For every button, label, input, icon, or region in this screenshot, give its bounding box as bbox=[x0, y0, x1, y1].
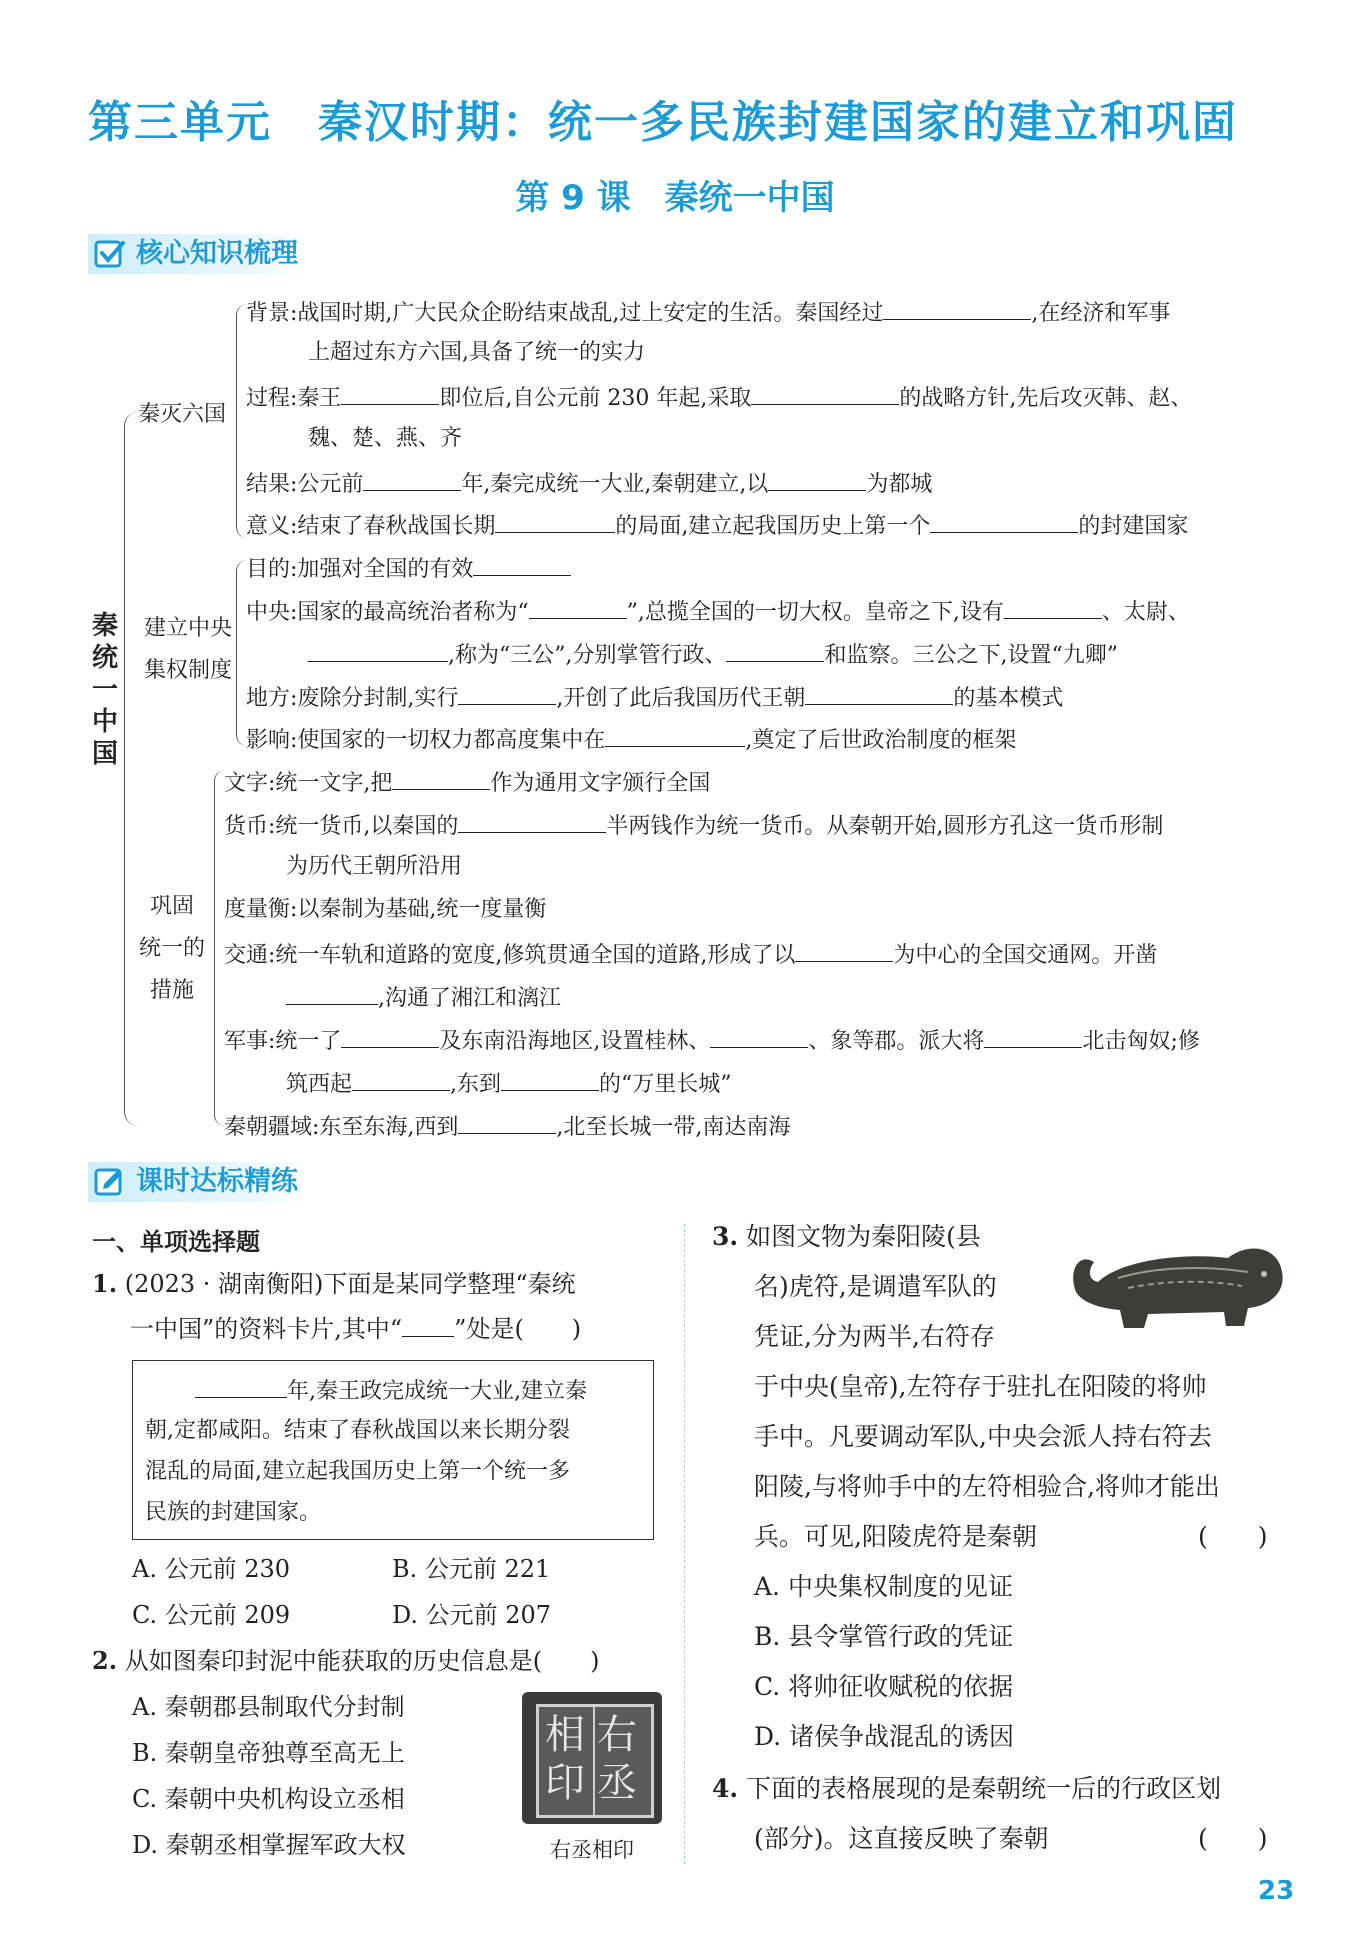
lesson-title: 第 9 课 秦统一中国 bbox=[515, 178, 835, 218]
answer-blank[interactable] bbox=[501, 1068, 599, 1091]
seal-char: 丞 bbox=[597, 1760, 637, 1806]
mindmap-root: 秦统一中国 bbox=[91, 611, 118, 769]
answer-blank[interactable] bbox=[883, 297, 1031, 320]
answer-blank[interactable] bbox=[605, 724, 745, 747]
option-b[interactable]: B. 县令掌管行政的凭证 bbox=[754, 1622, 1014, 1651]
group-label: 秦灭六国 bbox=[137, 402, 226, 427]
question-1-stem: 1. (2023 · 湖南衡阳)下面是某同学整理“秦统 bbox=[92, 1269, 576, 1298]
question-3-line: 阳陵,与将帅手中的左符相验合,将帅才能出 bbox=[754, 1472, 1220, 1501]
mindmap-line: 中央:国家的最高统治者称为“ ”,总揽全国的一切大权。皇帝之下,设有 、太尉、 bbox=[246, 596, 1190, 627]
seal-image bbox=[522, 1692, 662, 1824]
seal-face bbox=[536, 1704, 654, 1818]
option-a[interactable]: A. 秦朝郡县制取代分封制 bbox=[132, 1693, 405, 1721]
option-c[interactable]: C. 秦朝中央机构设立丞相 bbox=[132, 1785, 405, 1813]
question-4-line: 4. 下面的表格展现的是秦朝统一后的行政区划 bbox=[712, 1774, 1222, 1803]
answer-blank[interactable] bbox=[751, 382, 899, 405]
answer-blank[interactable] bbox=[726, 639, 824, 662]
sub-bracket bbox=[236, 304, 247, 538]
option-b[interactable]: B. 秦朝皇帝独尊至高无上 bbox=[132, 1739, 405, 1767]
section-title: 核心知识梳理 bbox=[136, 238, 298, 269]
card-line: 混乱的局面,建立起我国历史上第一个统一多 bbox=[145, 1459, 570, 1484]
seal-char: 相 bbox=[545, 1712, 585, 1758]
answer-blank[interactable] bbox=[473, 553, 571, 576]
main-bracket bbox=[124, 412, 139, 1126]
answer-blank[interactable] bbox=[341, 382, 439, 405]
answer-blank[interactable] bbox=[392, 767, 490, 790]
tiger-tally-image bbox=[1058, 1222, 1290, 1338]
checkbox-icon bbox=[94, 238, 126, 270]
answer-blank[interactable] bbox=[308, 639, 448, 662]
answer-blank[interactable] bbox=[495, 510, 615, 533]
answer-blank[interactable] bbox=[984, 1025, 1082, 1048]
question-section-title: 一、单项选择题 bbox=[92, 1228, 260, 1256]
question-2-stem: 2. 从如图秦印封泥中能获取的历史信息是( ) bbox=[92, 1646, 600, 1675]
answer-blank[interactable] bbox=[286, 982, 378, 1005]
mindmap-line: 结果:公元前 年,秦完成统一大业,秦朝建立,以 为都城 bbox=[246, 468, 932, 499]
mindmap-line: 地方:废除分封制,实行 ,开创了此后我国历代王朝 的基本模式 bbox=[246, 682, 1063, 713]
question-4-line: (部分)。这直接反映了秦朝 bbox=[754, 1824, 1049, 1853]
section-title: 课时达标精练 bbox=[136, 1166, 298, 1197]
answer-blank[interactable] bbox=[458, 682, 556, 705]
answer-paren[interactable]: ( ) bbox=[1198, 1824, 1268, 1853]
mindmap-line: 为历代王朝所沿用 bbox=[286, 854, 463, 879]
section-practice bbox=[88, 1162, 312, 1202]
option-d[interactable]: D. 公元前 207 bbox=[392, 1601, 552, 1629]
answer-blank[interactable] bbox=[402, 1312, 454, 1337]
option-c[interactable]: C. 公元前 209 bbox=[132, 1601, 291, 1629]
column-divider bbox=[684, 1224, 685, 1864]
mindmap-line: 魏、楚、燕、齐 bbox=[308, 426, 463, 451]
card-line: 民族的封建国家。 bbox=[145, 1500, 322, 1525]
pencil-icon bbox=[94, 1166, 126, 1198]
answer-blank[interactable] bbox=[930, 510, 1078, 533]
mindmap-line: 目的:加强对全国的有效 bbox=[246, 553, 571, 584]
mindmap-line: 交通:统一车轨和道路的宽度,修筑贯通全国的道路,形成了以 为中心的全国交通网。开凿 bbox=[224, 939, 1157, 970]
option-d[interactable]: D. 秦朝丞相掌握军政大权 bbox=[132, 1831, 406, 1859]
mindmap-line: ,沟通了湘江和漓江 bbox=[286, 982, 561, 1013]
answer-blank[interactable] bbox=[1004, 596, 1102, 619]
answer-blank[interactable] bbox=[341, 1025, 439, 1048]
mindmap-line: 筑西起 ,东到 的“万里长城” bbox=[286, 1068, 732, 1099]
sub-bracket bbox=[236, 560, 247, 746]
option-b[interactable]: B. 公元前 221 bbox=[392, 1555, 551, 1583]
mindmap-line: 军事:统一了 及东南沿海地区,设置桂林、 、象等郡。派大将 北击匈奴;修 bbox=[224, 1025, 1200, 1056]
answer-blank[interactable] bbox=[363, 468, 461, 491]
mindmap-line: 影响:使国家的一切权力都高度集中在 ,奠定了后世政治制度的框架 bbox=[246, 724, 1016, 755]
mindmap-line: 文字:统一文字,把 作为通用文字颁行全国 bbox=[224, 767, 710, 798]
card-line: 朝,定都咸阳。结束了春秋战国以来长期分裂 bbox=[145, 1418, 570, 1443]
answer-blank[interactable] bbox=[352, 1068, 450, 1091]
answer-paren[interactable]: ( ) bbox=[1198, 1522, 1268, 1551]
mindmap-line: ,称为“三公”,分别掌管行政、 和监察。三公之下,设置“九卿” bbox=[308, 639, 1118, 670]
answer-blank[interactable] bbox=[529, 596, 627, 619]
question-3-line: 3. 如图文物为秦阳陵(县 bbox=[712, 1222, 981, 1251]
question-3-line: 于中央(皇帝),左符存于驻扎在阳陵的将帅 bbox=[754, 1372, 1207, 1401]
seal-caption: 右丞相印 bbox=[550, 1838, 634, 1862]
group-label: 巩固 bbox=[149, 894, 194, 919]
answer-blank[interactable] bbox=[195, 1375, 287, 1398]
mindmap-line: 意义:结束了春秋战国长期 的局面,建立起我国历史上第一个 的封建国家 bbox=[246, 510, 1188, 541]
section-core-knowledge bbox=[88, 234, 312, 274]
group-label: 集权制度 bbox=[143, 658, 232, 683]
group-label: 统一的 bbox=[138, 936, 205, 961]
question-3-line: 凭证,分为两半,右符存 bbox=[754, 1322, 995, 1351]
answer-blank[interactable] bbox=[458, 810, 606, 833]
answer-blank[interactable] bbox=[710, 1025, 808, 1048]
mindmap-line: 背景:战国时期,广大民众企盼结束战乱,过上安定的生活。秦国经过 ,在经济和军事 bbox=[246, 297, 1170, 328]
mindmap-line: 上超过东方六国,具备了统一的实力 bbox=[308, 340, 645, 365]
seal-divider bbox=[593, 1707, 595, 1815]
mindmap-line: 度量衡:以秦制为基础,统一度量衡 bbox=[224, 897, 547, 922]
mindmap-line: 货币:统一货币,以秦国的 半两钱作为统一货币。从秦朝开始,圆形方孔这一货币形制 bbox=[224, 810, 1163, 841]
question-3-line: 名)虎符,是调遣军队的 bbox=[754, 1272, 997, 1301]
mindmap-line: 秦朝疆域:东至东海,西到 ,北至长城一带,南达南海 bbox=[224, 1111, 790, 1142]
answer-blank[interactable] bbox=[768, 468, 866, 491]
question-1-stem: 一中国”的资料卡片,其中“ ”处是( ) bbox=[130, 1312, 581, 1346]
group-label: 建立中央 bbox=[143, 616, 232, 641]
mindmap-line: 过程:秦王 即位后,自公元前 230 年起,采取 的战略方针,先后攻灭韩、赵、 bbox=[246, 382, 1192, 413]
page-number: 23 bbox=[1258, 1876, 1295, 1906]
answer-blank[interactable] bbox=[805, 682, 953, 705]
option-a[interactable]: A. 公元前 230 bbox=[132, 1555, 291, 1583]
question-3-line: 手中。凡要调动军队,中央会派人持右符去 bbox=[754, 1422, 1212, 1451]
option-c[interactable]: C. 将帅征收赋税的依据 bbox=[754, 1672, 1014, 1701]
answer-blank[interactable] bbox=[795, 939, 893, 962]
option-d[interactable]: D. 诸侯争战混乱的诱因 bbox=[754, 1722, 1015, 1751]
answer-blank[interactable] bbox=[458, 1111, 556, 1134]
question-3-line: 兵。可见,阳陵虎符是秦朝 bbox=[754, 1522, 1037, 1551]
unit-title: 第三单元 秦汉时期：统一多民族封建国家的建立和巩固 bbox=[88, 97, 1238, 148]
card-line: 年,秦王政完成统一大业,建立秦 bbox=[195, 1375, 587, 1406]
option-a[interactable]: A. 中央集权制度的见证 bbox=[754, 1572, 1013, 1601]
group-label: 措施 bbox=[149, 978, 194, 1003]
seal-char: 右 bbox=[597, 1712, 637, 1758]
seal-char: 印 bbox=[545, 1760, 585, 1806]
data-card bbox=[132, 1360, 654, 1540]
